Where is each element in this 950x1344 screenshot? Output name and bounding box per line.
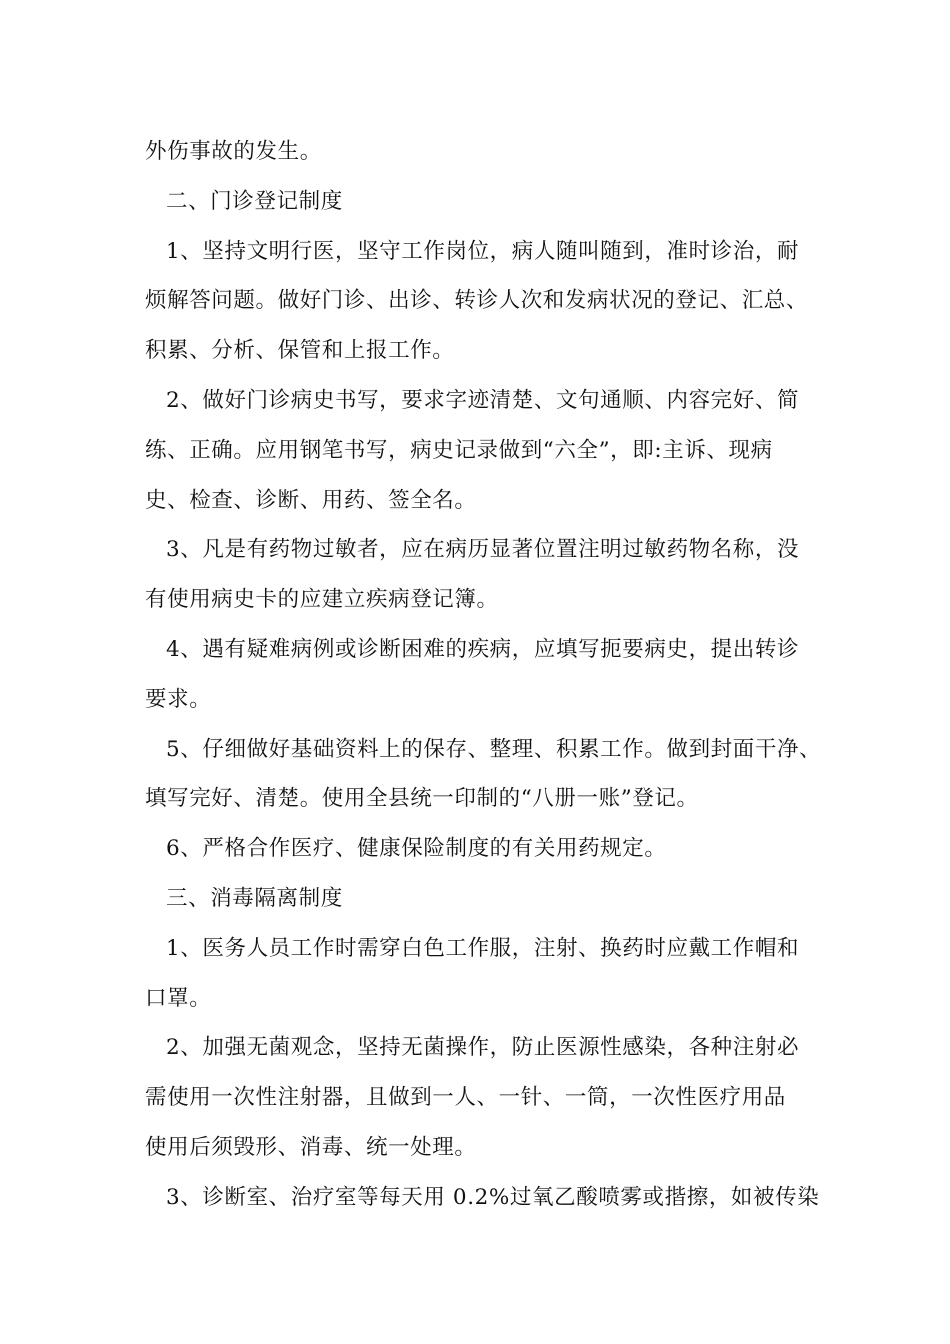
text-line: 史、检查、诊断、用药、签全名。 bbox=[145, 487, 477, 513]
text-line: 填写完好、清楚。使用全县统一印制的“八册一账”登记。 bbox=[145, 786, 699, 812]
text-line: 3、凡是有药物过敏者，应在病历显著位置注明过敏药物名称，没 bbox=[166, 537, 800, 563]
text-line: 需使用一次性注射器，且做到一人、一针、一筒，一次性医疗用品 bbox=[145, 1085, 786, 1111]
text-line: 使用后须毁形、消毒、统一处理。 bbox=[145, 1134, 477, 1160]
text-line: 3、诊断室、治疗室等每天用 0.2%过氧乙酸喷雾或揩擦，如被传染 bbox=[166, 1184, 820, 1210]
section-heading: 三、消毒隔离制度 bbox=[166, 885, 343, 911]
text-line: 有使用病史卡的应建立疾病登记簿。 bbox=[145, 587, 499, 613]
text-line: 口罩。 bbox=[145, 985, 212, 1011]
text-line: 积累、分析、保管和上报工作。 bbox=[145, 338, 455, 364]
text-line: 烦解答问题。做好门诊、出诊、转诊人次和发病状况的登记、汇总、 bbox=[145, 288, 809, 314]
text-line: 4、遇有疑难病例或诊断困难的疾病，应填写扼要病史，提出转诊 bbox=[166, 636, 800, 662]
text-line: 2、加强无菌观念，坚持无菌操作，防止医源性感染，各种注射必 bbox=[166, 1035, 800, 1061]
text-line: 1、医务人员工作时需穿白色工作服，注射、换药时应戴工作帽和 bbox=[166, 935, 800, 961]
text-line: 1、坚持文明行医，坚守工作岗位，病人随叫随到，准时诊治，耐 bbox=[166, 238, 800, 264]
text-line: 外伤事故的发生。 bbox=[145, 139, 322, 164]
text-line: 6、严格合作医疗、健康保险制度的有关用药规定。 bbox=[166, 836, 667, 862]
text-line: 练、正确。应用钢笔书写，病史记录做到“六全”，即:主诉、现病 bbox=[145, 437, 773, 463]
document-body bbox=[145, 127, 825, 1223]
text-line: 要求。 bbox=[145, 686, 212, 712]
text-line: 5、仔细做好基础资料上的保存、整理、积累工作。做到封面干净、 bbox=[166, 736, 822, 762]
text-line: 2、做好门诊病史书写，要求字迹清楚、文句通顺、内容完好、简 bbox=[166, 387, 800, 413]
section-heading: 二、门诊登记制度 bbox=[166, 188, 343, 214]
